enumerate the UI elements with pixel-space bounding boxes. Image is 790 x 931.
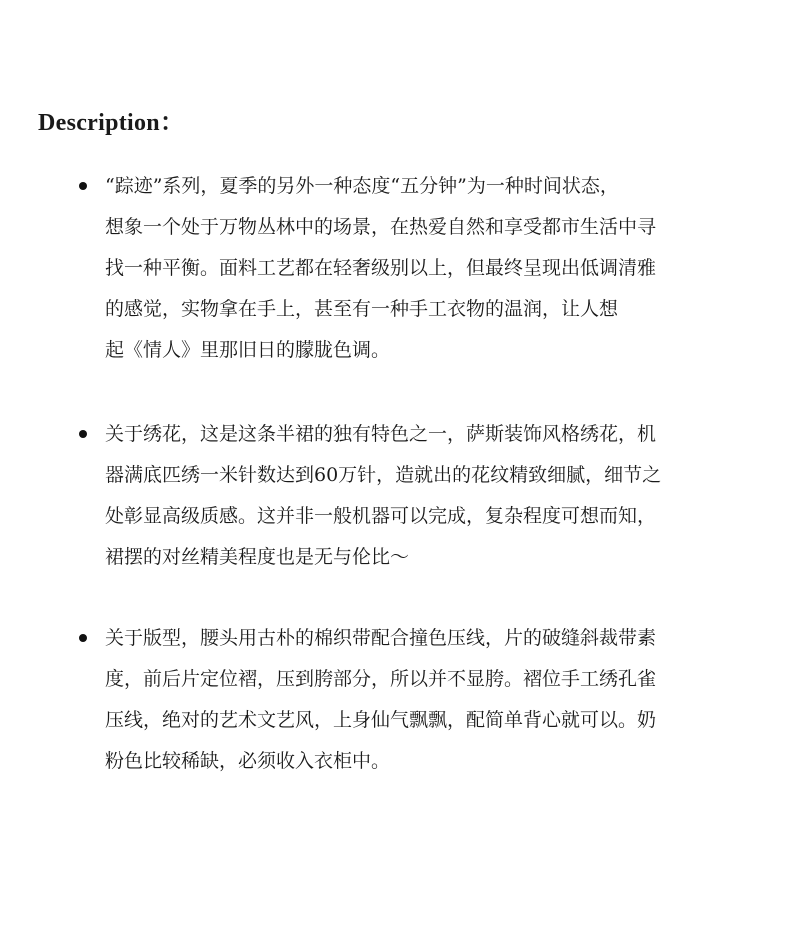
paragraph-line: 关于绣花，这是这条半裙的独有特色之一，萨斯装饰风格绣花，机	[105, 423, 657, 445]
paragraph-line: 器满底匹绣一米针数达到60万针，造就出的花纹精致细腻，细节之	[105, 464, 662, 486]
bullet-dot-icon	[79, 182, 87, 190]
paragraph-line: 起《情人》里那旧日的朦胧色调。	[105, 339, 391, 361]
paragraph-line: 度，前后片定位褶，压到胯部分，所以并不显胯。褶位手工绣孔雀	[105, 668, 657, 690]
paragraph-line: 找一种平衡。面料工艺都在轻奢级别以上，但最终呈现出低调清雅	[105, 257, 657, 279]
paragraph-line: 的感觉，实物拿在手上，甚至有一种手工衣物的温润，让人想	[105, 298, 619, 320]
paragraph-line: 裙摆的对丝精美程度也是无与伦比～	[105, 546, 410, 568]
bullet-dot-icon	[79, 430, 87, 438]
paragraph-line: 想象一个处于万物丛林中的场景，在热爱自然和享受都市生活中寻	[105, 216, 657, 238]
paragraph-line: 压线，绝对的艺术文艺风，上身仙气飘飘，配简单背心就可以。奶	[105, 709, 657, 731]
paragraph-line: 粉色比较稀缺，必须收入衣柜中。	[105, 750, 391, 772]
description-heading: Description：	[38, 110, 185, 136]
paragraph-line: 处彰显高级质感。这并非一般机器可以完成，复杂程度可想而知，	[105, 505, 657, 527]
paragraph-line: “踪迹”系列，夏季的另外一种态度“五分钟”为一种时间状态，	[105, 175, 619, 197]
bullet-dot-icon	[79, 634, 87, 642]
paragraph-line: 关于版型，腰头用古朴的棉织带配合撞色压线，片的破缝斜裁带素	[105, 627, 657, 649]
